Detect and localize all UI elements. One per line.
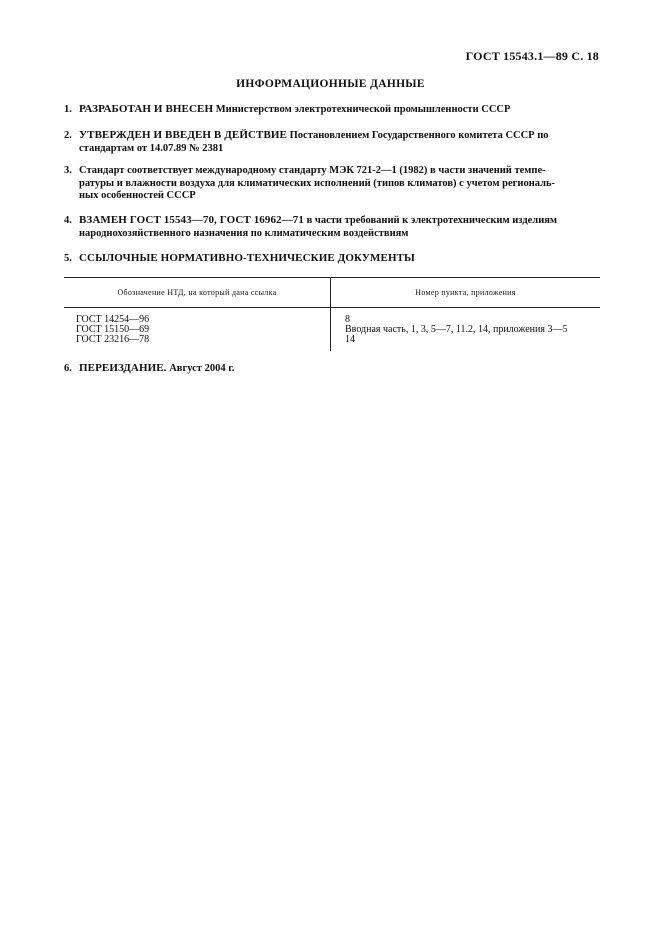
- info-item-5: [64, 252, 608, 266]
- item-continuation: ратуры и влажности воздуха для климатических исполнений (типов климатов) с учетом региональ-: [79, 177, 556, 189]
- item-text: Министерством электротехнической промышленности СССР: [213, 104, 511, 115]
- document-ref: ГОСТ 14254—96: [76, 314, 150, 325]
- item-lead: РАЗРАБОТАН И ВНЕСЕН: [79, 103, 214, 115]
- column-header-clause: Номер пункта, приложения: [331, 278, 601, 308]
- item-continuation: народнохозяйственного назначения по климатическим воздействиям: [79, 227, 409, 239]
- item-lead: ССЫЛОЧНЫЕ НОРМАТИВНО-ТЕХНИЧЕСКИЕ ДОКУМЕНТЫ: [79, 252, 415, 264]
- table-header-row: [64, 278, 600, 308]
- clause-ref: 14: [345, 334, 355, 345]
- item-continuation: стандартам от 14.07.89 № 2381: [79, 142, 224, 154]
- info-item-1: [64, 103, 608, 117]
- item-lead: ПЕРЕИЗДАНИЕ.: [79, 362, 167, 374]
- document-ref: ГОСТ 15150—69: [76, 324, 150, 335]
- document-ref: ГОСТ 23216—78: [76, 334, 150, 345]
- clause-cell: [331, 308, 601, 352]
- item-text: Постановлением Государственного комитета СССР по: [287, 130, 549, 141]
- item-number: 2.: [64, 130, 72, 141]
- info-item-6: [64, 362, 608, 376]
- item-text: Август 2004 г.: [166, 363, 235, 374]
- item-continuation: ных особенностей СССР: [79, 190, 196, 201]
- page-header: ГОСТ 15543.1—89 С. 18: [465, 49, 599, 63]
- document-cell: [64, 308, 331, 352]
- item-text: Стандарт соответствует международному стандарту МЭК 721-2—1 (1982) в части значений темпе-: [79, 165, 546, 176]
- clause-ref: Вводная часть, 1, 3, 5—7, 11.2, 14, приложения 3—5: [345, 324, 568, 335]
- item-number: 5.: [64, 253, 72, 264]
- clause-ref: 8: [345, 314, 350, 325]
- info-item-3: [64, 165, 608, 203]
- item-lead: УТВЕРЖДЕН И ВВЕДЕН В ДЕЙСТВИЕ: [79, 129, 287, 141]
- info-item-2: [64, 129, 608, 155]
- item-number: 4.: [64, 215, 72, 226]
- item-lead: ВЗАМЕН ГОСТ 15543—70, ГОСТ 16962—71: [79, 214, 305, 226]
- item-text: в части требований к электротехническим изделиям: [304, 215, 558, 226]
- column-header-document: Обозначение НТД, на который дана ссылка: [64, 278, 331, 308]
- section-title: ИНФОРМАЦИОННЫЕ ДАННЫЕ: [236, 78, 425, 90]
- item-number: 1.: [64, 104, 72, 115]
- info-item-4: [64, 214, 608, 240]
- item-number: 3.: [64, 165, 72, 176]
- reference-table: [64, 277, 600, 351]
- item-number: 6.: [64, 363, 72, 374]
- table-row: [64, 308, 600, 352]
